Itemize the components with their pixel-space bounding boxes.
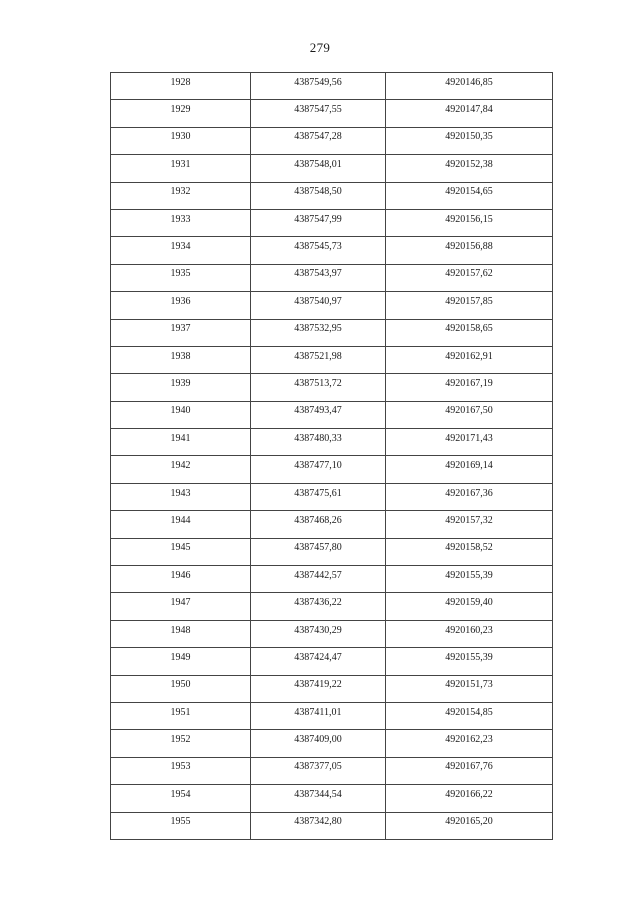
point-number-cell: [111, 511, 251, 538]
cell-text: 4920154,85: [445, 706, 493, 718]
cell-text: 4387548,01: [294, 158, 342, 170]
point-number-cell: [111, 127, 251, 154]
page-number: 279: [309, 40, 331, 55]
table-row: [111, 538, 553, 565]
y-coordinate-cell: [386, 483, 553, 510]
y-coordinate-cell: [386, 100, 553, 127]
table-row: [111, 620, 553, 647]
table-row: [111, 127, 553, 154]
y-coordinate-cell: [386, 702, 553, 729]
cell-text: 4387344,54: [294, 788, 342, 800]
table-row: [111, 675, 553, 702]
cell-text: 1933: [170, 213, 191, 225]
y-coordinate-cell: [386, 620, 553, 647]
y-coordinate-cell: [386, 538, 553, 565]
cell-text: 4387521,98: [294, 350, 342, 362]
cell-text: 1951: [170, 706, 191, 718]
x-coordinate-cell: [251, 566, 386, 593]
point-number-cell: [111, 730, 251, 757]
x-coordinate-cell: [251, 374, 386, 401]
cell-text: 4920162,91: [445, 350, 493, 362]
point-number-cell: [111, 100, 251, 127]
cell-text: 4920157,85: [445, 295, 493, 307]
y-coordinate-cell: [386, 292, 553, 319]
point-number-cell: [111, 675, 251, 702]
y-coordinate-cell: [386, 319, 553, 346]
y-coordinate-cell: [386, 374, 553, 401]
cell-text: 4387477,10: [294, 460, 342, 472]
y-coordinate-cell: [386, 593, 553, 620]
cell-text: 4920154,65: [445, 186, 493, 198]
cell-text: 1934: [170, 241, 191, 253]
cell-text: 1948: [170, 624, 191, 636]
table-row: [111, 456, 553, 483]
point-number-cell: [111, 155, 251, 182]
cell-text: 1945: [170, 542, 191, 554]
cell-text: 4387547,99: [294, 213, 342, 225]
cell-text: 1935: [170, 268, 191, 280]
cell-text: 1955: [170, 816, 191, 828]
x-coordinate-cell: [251, 319, 386, 346]
x-coordinate-cell: [251, 785, 386, 812]
cell-text: 4387493,47: [294, 405, 342, 417]
x-coordinate-cell: [251, 155, 386, 182]
point-number-cell: [111, 292, 251, 319]
cell-text: 4920155,39: [445, 569, 493, 581]
cell-text: 4920158,52: [445, 542, 493, 554]
y-coordinate-cell: [386, 127, 553, 154]
cell-text: 4387540,97: [294, 295, 342, 307]
point-number-cell: [111, 429, 251, 456]
y-coordinate-cell: [386, 730, 553, 757]
point-number-cell: [111, 401, 251, 428]
point-number-cell: [111, 456, 251, 483]
point-number-cell: [111, 483, 251, 510]
y-coordinate-cell: [386, 237, 553, 264]
cell-text: 1950: [170, 679, 191, 691]
coordinates-table-body: [111, 73, 553, 840]
x-coordinate-cell: [251, 401, 386, 428]
cell-text: 1936: [170, 295, 191, 307]
point-number-cell: [111, 182, 251, 209]
point-number-cell: [111, 785, 251, 812]
cell-text: 1944: [170, 514, 191, 526]
y-coordinate-cell: [386, 785, 553, 812]
cell-text: 4920162,23: [445, 734, 493, 746]
cell-text: 4387532,95: [294, 323, 342, 335]
cell-text: 1953: [170, 761, 191, 773]
point-number-cell: [111, 73, 251, 100]
x-coordinate-cell: [251, 429, 386, 456]
y-coordinate-cell: [386, 456, 553, 483]
table-row: [111, 593, 553, 620]
x-coordinate-cell: [251, 675, 386, 702]
table-row: [111, 757, 553, 784]
cell-text: 4920155,39: [445, 651, 493, 663]
table-row: [111, 730, 553, 757]
cell-text: 1949: [170, 651, 191, 663]
cell-text: 4387424,47: [294, 651, 342, 663]
table-row: [111, 292, 553, 319]
point-number-cell: [111, 593, 251, 620]
x-coordinate-cell: [251, 702, 386, 729]
y-coordinate-cell: [386, 264, 553, 291]
table-row: [111, 429, 553, 456]
cell-text: 1941: [170, 432, 191, 444]
x-coordinate-cell: [251, 483, 386, 510]
x-coordinate-cell: [251, 538, 386, 565]
cell-text: 1932: [170, 186, 191, 198]
x-coordinate-cell: [251, 593, 386, 620]
x-coordinate-cell: [251, 209, 386, 236]
x-coordinate-cell: [251, 757, 386, 784]
cell-text: 4920165,20: [445, 816, 493, 828]
point-number-cell: [111, 648, 251, 675]
cell-text: 4920157,32: [445, 514, 493, 526]
table-row: [111, 237, 553, 264]
cell-text: 4387549,56: [294, 76, 342, 88]
table-row: [111, 648, 553, 675]
cell-text: 4387430,29: [294, 624, 342, 636]
cell-text: 4387475,61: [294, 487, 342, 499]
cell-text: 4920147,84: [445, 104, 493, 116]
cell-text: 4920167,50: [445, 405, 493, 417]
cell-text: 1952: [170, 734, 191, 746]
cell-text: 1940: [170, 405, 191, 417]
table-row: [111, 374, 553, 401]
x-coordinate-cell: [251, 456, 386, 483]
cell-text: 4387547,28: [294, 131, 342, 143]
cell-text: 4387547,55: [294, 104, 342, 116]
cell-text: 1942: [170, 460, 191, 472]
point-number-cell: [111, 538, 251, 565]
table-row: [111, 319, 553, 346]
cell-text: 1937: [170, 323, 191, 335]
x-coordinate-cell: [251, 648, 386, 675]
cell-text: 4920167,19: [445, 377, 493, 389]
table-row: [111, 785, 553, 812]
y-coordinate-cell: [386, 566, 553, 593]
x-coordinate-cell: [251, 292, 386, 319]
point-number-cell: [111, 237, 251, 264]
cell-text: 4920157,62: [445, 268, 493, 280]
cell-text: 4387513,72: [294, 377, 342, 389]
x-coordinate-cell: [251, 511, 386, 538]
cell-text: 4920167,76: [445, 761, 493, 773]
cell-text: 4387436,22: [294, 597, 342, 609]
cell-text: 4387468,26: [294, 514, 342, 526]
y-coordinate-cell: [386, 757, 553, 784]
cell-text: 4387342,80: [294, 816, 342, 828]
table-row: [111, 100, 553, 127]
table-row: [111, 264, 553, 291]
x-coordinate-cell: [251, 182, 386, 209]
table-row: [111, 401, 553, 428]
point-number-cell: [111, 264, 251, 291]
cell-text: 4387442,57: [294, 569, 342, 581]
cell-text: 4920151,73: [445, 679, 493, 691]
cell-text: 1943: [170, 487, 191, 499]
y-coordinate-cell: [386, 209, 553, 236]
y-coordinate-cell: [386, 401, 553, 428]
cell-text: 4387480,33: [294, 432, 342, 444]
x-coordinate-cell: [251, 100, 386, 127]
cell-text: 1947: [170, 597, 191, 609]
cell-text: 4920158,65: [445, 323, 493, 335]
point-number-cell: [111, 620, 251, 647]
point-number-cell: [111, 566, 251, 593]
y-coordinate-cell: [386, 429, 553, 456]
x-coordinate-cell: [251, 264, 386, 291]
x-coordinate-cell: [251, 730, 386, 757]
y-coordinate-cell: [386, 812, 553, 839]
point-number-cell: [111, 374, 251, 401]
cell-text: 1928: [170, 76, 191, 88]
cell-text: 1939: [170, 377, 191, 389]
table-row: [111, 483, 553, 510]
table-row: [111, 511, 553, 538]
point-number-cell: [111, 346, 251, 373]
cell-text: 4920160,23: [445, 624, 493, 636]
cell-text: 1931: [170, 158, 191, 170]
cell-text: 4387409,00: [294, 734, 342, 746]
cell-text: 1929: [170, 104, 191, 116]
cell-text: 4387411,01: [294, 706, 342, 718]
x-coordinate-cell: [251, 620, 386, 647]
cell-text: 4920152,38: [445, 158, 493, 170]
point-number-cell: [111, 757, 251, 784]
cell-text: 1946: [170, 569, 191, 581]
point-number-cell: [111, 702, 251, 729]
cell-text: 4920166,22: [445, 788, 493, 800]
cell-text: 4920169,14: [445, 460, 493, 472]
cell-text: 1930: [170, 131, 191, 143]
table-row: [111, 702, 553, 729]
x-coordinate-cell: [251, 812, 386, 839]
cell-text: 1954: [170, 788, 191, 800]
point-number-cell: [111, 319, 251, 346]
table-row: [111, 812, 553, 839]
cell-text: 4387545,73: [294, 241, 342, 253]
point-number-cell: [111, 812, 251, 839]
y-coordinate-cell: [386, 346, 553, 373]
x-coordinate-cell: [251, 73, 386, 100]
cell-text: 4920150,35: [445, 131, 493, 143]
y-coordinate-cell: [386, 511, 553, 538]
cell-text: 4920171,43: [445, 432, 493, 444]
cell-text: 4920156,15: [445, 213, 493, 225]
cell-text: 1938: [170, 350, 191, 362]
coordinates-table: [110, 72, 553, 840]
y-coordinate-cell: [386, 155, 553, 182]
table-row: [111, 346, 553, 373]
cell-text: 4920146,85: [445, 76, 493, 88]
cell-text: 4920159,40: [445, 597, 493, 609]
cell-text: 4387457,80: [294, 542, 342, 554]
y-coordinate-cell: [386, 182, 553, 209]
x-coordinate-cell: [251, 237, 386, 264]
y-coordinate-cell: [386, 648, 553, 675]
point-number-cell: [111, 209, 251, 236]
cell-text: 4387419,22: [294, 679, 342, 691]
table-row: [111, 155, 553, 182]
cell-text: 4387377,05: [294, 761, 342, 773]
cell-text: 4387543,97: [294, 268, 342, 280]
y-coordinate-cell: [386, 675, 553, 702]
table-row: [111, 73, 553, 100]
cell-text: 4920167,36: [445, 487, 493, 499]
table-row: [111, 566, 553, 593]
table-row: [111, 182, 553, 209]
cell-text: 4920156,88: [445, 241, 493, 253]
y-coordinate-cell: [386, 73, 553, 100]
x-coordinate-cell: [251, 346, 386, 373]
x-coordinate-cell: [251, 127, 386, 154]
table-row: [111, 209, 553, 236]
cell-text: 4387548,50: [294, 186, 342, 198]
